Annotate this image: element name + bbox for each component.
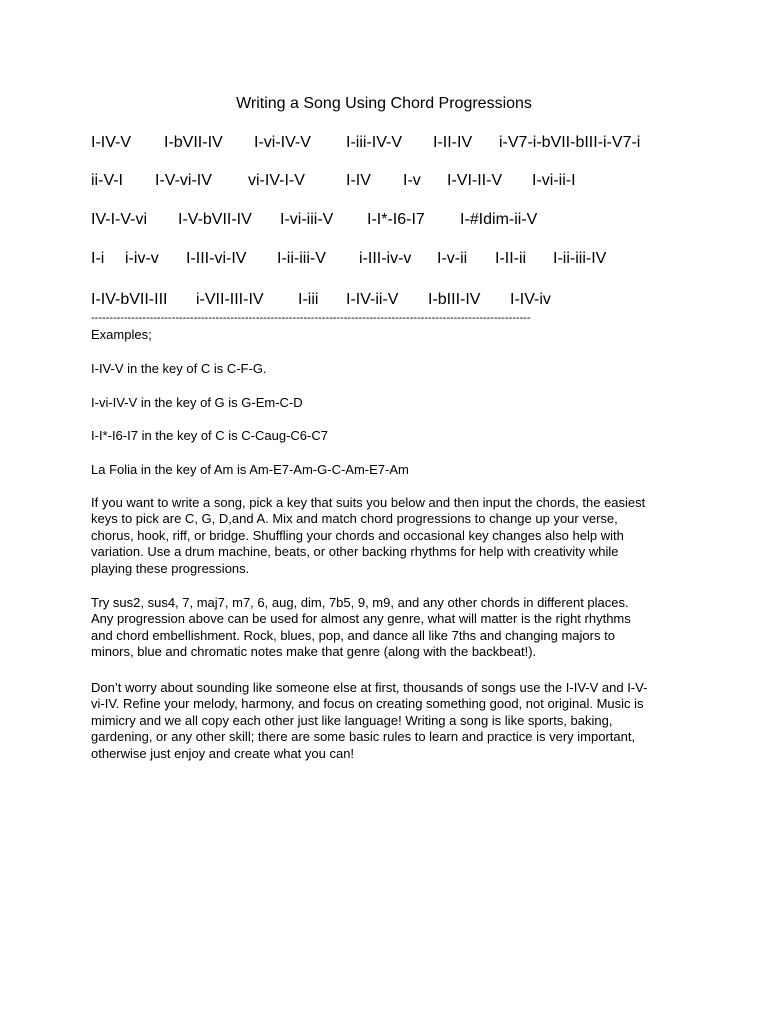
progression: I-V-bVII-IV (178, 211, 252, 228)
paragraph-chord-types: Try sus2, sus4, 7, maj7, m7, 6, aug, dim, 7b5, 9, m9, and any other chords in different places. Any progression above can be used for almost any genre, what will matter is the right rhythms and chord embellishment. Rock, blues, pop, and dance all like 7ths and changing majors to minors, blue and chromatic notes make that genre (along with the backbeat!). (91, 595, 631, 660)
progression: I-#Idim-ii-V (460, 211, 538, 228)
progression: I-bVII-IV (164, 134, 223, 151)
progression: I-IV-iv (510, 291, 551, 308)
example-line: I-I*-I6-I7 in the key of C is C-Caug-C6-C7 (91, 428, 328, 443)
progression: vi-IV-I-V (248, 172, 305, 189)
progression: I-I*-I6-I7 (367, 211, 425, 228)
progression: I-II-IV (433, 134, 473, 151)
progression: I-v-ii (437, 250, 468, 267)
progression: i-VII-III-IV (196, 291, 264, 308)
progression: I-vi-IV-V (254, 134, 311, 151)
progression: ii-V-I (91, 172, 123, 189)
progression: i-III-iv-v (359, 250, 412, 267)
progression: I-vi-iii-V (280, 211, 334, 228)
progression: I-III-vi-IV (186, 250, 247, 267)
progression-row-4 (91, 248, 691, 270)
progression-row-3 (91, 209, 691, 231)
divider-line: ------------------------------------------------------------------------------------------------------------------------ (91, 312, 531, 324)
progression: I-IV-ii-V (346, 291, 399, 308)
progression: I-VI-II-V (447, 172, 503, 189)
progression-row-5 (91, 289, 691, 311)
progression: IV-I-V-vi (91, 211, 148, 228)
progression: I-II-ii (495, 250, 527, 267)
progression-row-2 (91, 170, 691, 192)
progression-row-1 (91, 132, 691, 154)
progression: I-IV-V (91, 134, 132, 151)
page-title: Writing a Song Using Chord Progressions (236, 95, 532, 112)
progression: I-bIII-IV (428, 291, 481, 308)
progression: I-iii (298, 291, 319, 308)
progression: I-v (403, 172, 421, 189)
paragraph-key-selection: If you want to write a song, pick a key that suits you below and then input the chords, the easiest keys to pick are C, G, D,and A. Mix and match chord progressions to change up your verse, chorus, hook, riff, or bridge. Shuffling your chords and occasional key changes also help with variation. Use a drum machine, beats, or other backing rhythms for help with creativity while playing these progressions. (91, 495, 646, 576)
progression: I-ii-iii-IV (553, 250, 607, 267)
example-line: La Folia in the key of Am is Am-E7-Am-G-C-Am-E7-Am (91, 462, 409, 477)
progression: I-i (91, 250, 105, 267)
example-line: I-IV-V in the key of C is C-F-G. (91, 361, 267, 376)
progression: I-IV-bVII-III (91, 291, 168, 308)
progression: i-V7-i-bVII-bIII-i-V7-i (499, 134, 641, 151)
examples-heading: Examples; (91, 327, 152, 342)
example-line: I-vi-IV-V in the key of G is G-Em-C-D (91, 395, 303, 410)
progression: I-iii-IV-V (346, 134, 402, 151)
progression: i-iv-v (125, 250, 159, 267)
paragraph-advice: Don’t worry about sounding like someone else at first, thousands of songs use the I-IV-V and I-V-vi-IV. Refine your melody, harmony, and focus on creating something good, not original. Music is mimicry and we all copy each other just like language! Writing a song is like sports, baking, gardening, or any other skill; there are some basic rules to learn and practice is very important, otherwise just enjoy and create what you can! (91, 680, 648, 761)
progression: I-V-vi-IV (155, 172, 212, 189)
progression: I-vi-ii-I (532, 172, 576, 189)
progression: I-IV (346, 172, 371, 189)
progression: I-ii-iii-V (277, 250, 326, 267)
